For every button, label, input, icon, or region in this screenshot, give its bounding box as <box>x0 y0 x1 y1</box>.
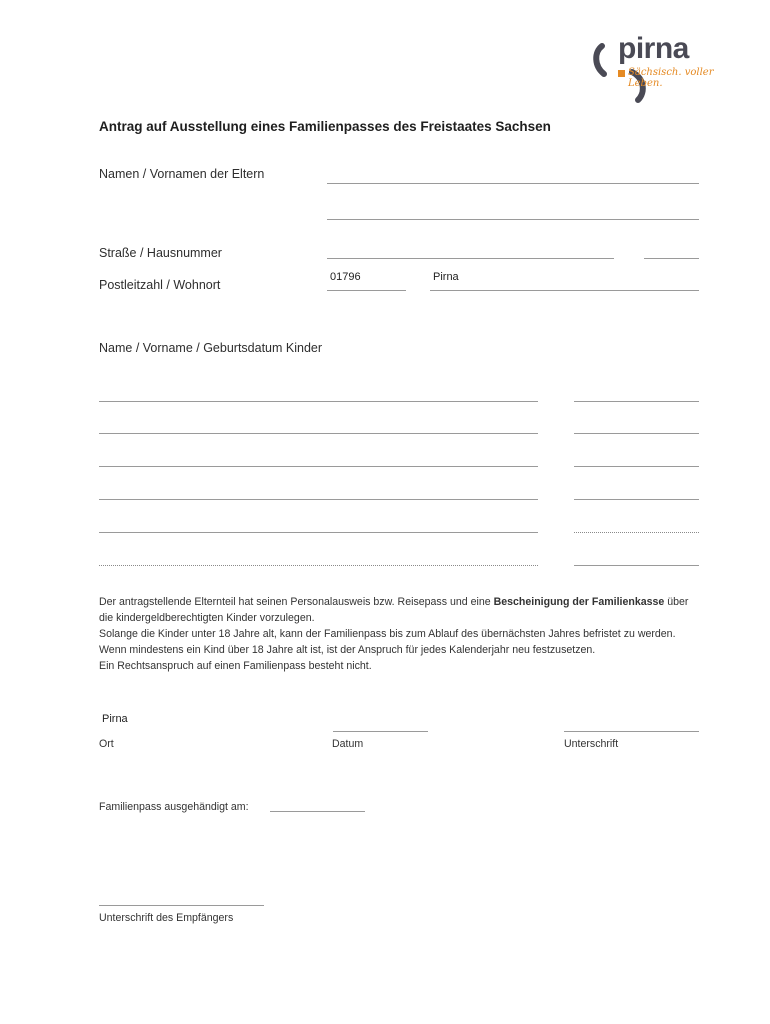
logo-slogan: Sächsisch. voller Leben. <box>628 67 714 89</box>
place-label: Ort <box>99 738 114 750</box>
child-birthdate-line-3[interactable] <box>574 466 699 467</box>
notice-bold-term: Bescheinigung der Familienkasse <box>493 596 665 608</box>
notice-line-3: Solange die Kinder unter 18 Jahre alt, kann der Familienpass bis zum Ablauf des übernächsten Jahres befristet zu werden. <box>99 628 676 640</box>
child-name-line-4[interactable] <box>99 499 538 500</box>
parents-input-line-2[interactable] <box>327 219 699 220</box>
child-name-line-6[interactable] <box>99 565 538 566</box>
date-input-line[interactable] <box>333 731 428 732</box>
notice-line-1: Der antragstellende Elternteil hat seinen Personalausweis bzw. Reisepass und eine Bescheinigung der Familienkasse über <box>99 596 689 608</box>
zip-input-line[interactable] <box>327 290 406 291</box>
date-label: Datum <box>332 738 364 750</box>
recipient-signature-line[interactable] <box>99 905 264 906</box>
parents-input-line-1[interactable] <box>327 183 699 184</box>
child-name-line-1[interactable] <box>99 401 538 402</box>
child-birthdate-line-6[interactable] <box>574 565 699 566</box>
place-value: Pirna <box>102 713 128 725</box>
handover-label: Familienpass ausgehändigt am: <box>99 801 249 813</box>
child-birthdate-line-1[interactable] <box>574 401 699 402</box>
form-title: Antrag auf Ausstellung eines Familienpasses des Freistaates Sachsen <box>99 119 551 134</box>
signature-input-line[interactable] <box>564 731 699 732</box>
house-number-input-line[interactable] <box>644 258 699 259</box>
zip-value: 01796 <box>330 271 361 283</box>
logo-wordmark: pirna <box>618 32 689 65</box>
handover-date-input-line[interactable] <box>270 811 365 812</box>
notice-line-4: Wenn mindestens ein Kind über 18 Jahre alt ist, ist der Anspruch für jedes Kalenderjahr neu festzusetzen. <box>99 644 596 656</box>
street-label: Straße / Hausnummer <box>99 246 222 260</box>
child-birthdate-line-2[interactable] <box>574 433 699 434</box>
signature-label: Unterschrift <box>564 738 619 750</box>
child-name-line-3[interactable] <box>99 466 538 467</box>
child-birthdate-line-5[interactable] <box>574 532 699 533</box>
recipient-signature-label: Unterschrift des Empfängers <box>99 912 234 924</box>
pirna-logo <box>592 30 732 105</box>
children-label: Name / Vorname / Geburtsdatum Kinder <box>99 341 323 355</box>
parents-label: Namen / Vornamen der Eltern <box>99 167 265 181</box>
zip-city-label: Postleitzahl / Wohnort <box>99 278 221 292</box>
city-value: Pirna <box>433 271 459 283</box>
notice-line-2: die kindergeldberechtigten Kinder vorzulegen. <box>99 612 315 624</box>
child-name-line-2[interactable] <box>99 433 538 434</box>
child-name-line-5[interactable] <box>99 532 538 533</box>
child-birthdate-line-4[interactable] <box>574 499 699 500</box>
street-input-line[interactable] <box>327 258 614 259</box>
notice-line-5: Ein Rechtsanspruch auf einen Familienpass besteht nicht. <box>99 660 372 672</box>
notice-text <box>99 594 688 674</box>
city-input-line[interactable] <box>430 290 699 291</box>
